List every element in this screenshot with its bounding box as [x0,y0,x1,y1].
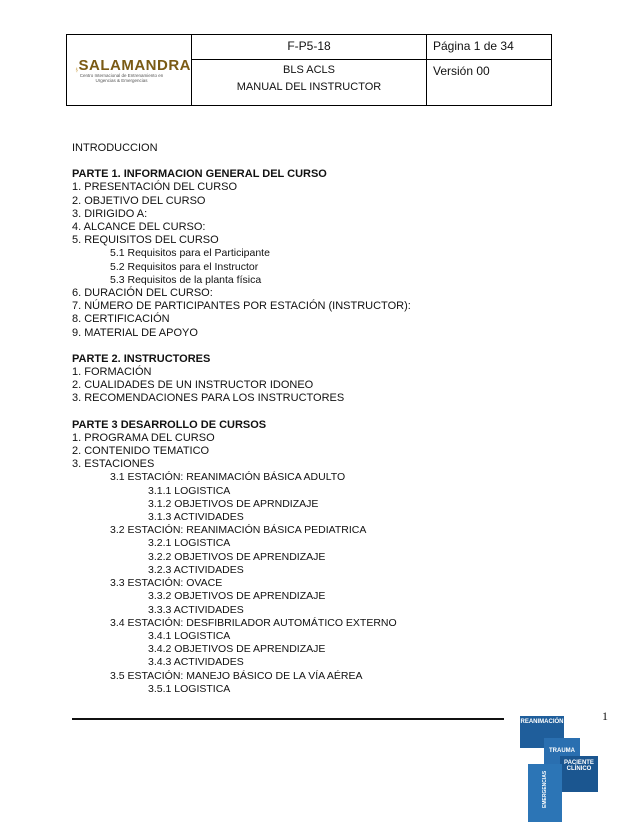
toc-entry: 4. ALCANCE DEL CURSO: [72,221,206,234]
toc-entry: 3.5 ESTACIÓN: MANEJO BÁSICO DE LA VÍA AÉREA [110,669,363,682]
toc-entry: 3.2.2 OBJETIVOS DE APRENDIZAJE [148,550,326,563]
badge-paciente-clinico: PACIENTE CLÍNICO [560,756,598,792]
toc-entry: 3. DIRIGIDO A: [72,207,148,220]
toc-entry: 5.2 Requisitos para el Instructor [110,260,259,273]
toc-entry: 3.3 ESTACIÓN: OVACE [110,577,223,590]
manual-title-line1: BLS ACLS [283,63,335,76]
page-cell [427,35,552,60]
toc-entry: 5. REQUISITOS DEL CURSO [72,234,219,247]
toc-section-heading: PARTE 3 DESARROLLO DE CURSOS [72,418,267,431]
badge-reanimacion: REANIMACIÓN [520,716,564,748]
toc-entry: 3.4.1 LOGISTICA [148,629,231,642]
doc-code: F-P5-18 [287,39,331,53]
toc-entry: 3.4.3 ACTIVIDADES [148,656,244,669]
toc-entry: 3.2.3 ACTIVIDADES [148,563,244,576]
toc-entry: 2. CONTENIDO TEMATICO [72,445,210,458]
manual-title-cell [192,59,427,105]
logo-cell [67,35,192,106]
toc-entry: 3.1.1 LOGISTICA [148,484,231,497]
toc-entry: 3.1 ESTACIÓN: REANIMACIÓN BÁSICA ADULTO [110,471,346,484]
toc-entry: 1. FORMACIÓN [72,366,152,379]
toc-entry: 5.3 Requisitos de la planta física [110,273,262,286]
toc-entry: INTRODUCCION [72,142,158,154]
toc-entry: 3.2.1 LOGISTICA [148,537,231,550]
toc-entry: 7. NÚMERO DE PARTICIPANTES POR ESTACIÓN (INSTRUCTOR): [72,300,411,313]
badge-trauma: TRAUMA [544,738,580,764]
toc-entry: 1. PRESENTACIÓN DEL CURSO [72,181,238,194]
toc-entry: 3.4.2 OBJETIVOS DE APRENDIZAJE [148,643,326,656]
toc-entry: 6. DURACIÓN DEL CURSO: [72,287,213,300]
program-badges [520,716,598,824]
toc-entry: 3.3.3 ACTIVIDADES [148,603,244,616]
document-header [66,34,552,106]
doc-code-cell [192,35,427,60]
toc-entry: 3.3.2 OBJETIVOS DE APRENDIZAJE [148,590,326,603]
toc-entry: 3.5.1 LOGISTICA [148,682,231,695]
toc-entry: 2. OBJETIVO DEL CURSO [72,194,206,207]
toc-entry: 8. CERTIFICACIÓN [72,313,170,326]
badge-emergencias: EMERGENCIAS [528,764,562,822]
footer-divider [72,718,504,720]
logo-subtitle: Centro Internacional de Entrenamiento en Urgencias & Emergencias [79,72,164,83]
page-info: Página 1 de 34 [433,39,514,53]
toc-entry: 9. MATERIAL DE APOYO [72,326,198,339]
version-cell [427,59,552,105]
toc-entry: 3.4 ESTACIÓN: DESFIBRILADOR AUTOMÁTICO EXTERNO [110,616,397,629]
toc-entry: 3. ESTACIONES [72,458,155,471]
toc-entry: 2. CUALIDADES DE UN INSTRUCTOR IDONEO [72,379,314,392]
page-number: 1 [602,709,608,723]
version-info: Versión 00 [433,63,490,78]
toc-section-heading: PARTE 2. INSTRUCTORES [72,352,211,365]
table-of-contents [72,142,592,696]
toc-entry: 5.1 Requisitos para el Participante [110,247,270,260]
toc-entry: 3.1.2 OBJETIVOS DE APRNDIZAJE [148,497,319,510]
toc-entry: 3.2 ESTACIÓN: REANIMACIÓN BÁSICA PEDIATRICA [110,524,367,537]
toc-section-heading: PARTE 1. INFORMACION GENERAL DEL CURSO [72,168,327,181]
manual-title-line2: MANUAL DEL INSTRUCTOR [236,80,382,93]
logo-name: SALAMANDRA [78,56,191,74]
toc-entry: 3. RECOMENDACIONES PARA LOS INSTRUCTORES [72,392,345,405]
salamandra-logo [67,55,191,85]
toc-entry: 1. PROGRAMA DEL CURSO [72,431,215,444]
toc-entry: 3.1.3 ACTIVIDADES [148,511,244,524]
